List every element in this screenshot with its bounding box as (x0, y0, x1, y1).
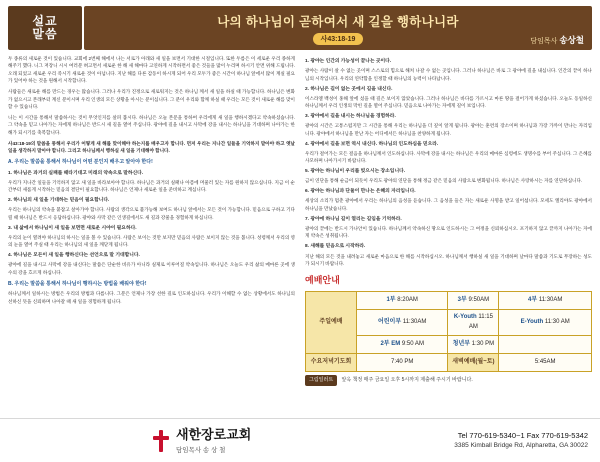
subsection-body: 이스라엘 백성이 홍해 앞에 섰을 때 길은 보이지 않았습니다. 그러나 하나님은 바다를 가르시고 마른 땅을 걸어가게 하셨습니다. 오늘도 동일하신 하나님께서 우리 인생의 막힌 길을 열어 주십니다. 믿음으로 나아가는 자에게 길이 보입니다. (305, 95, 592, 109)
service-name: 1부 (386, 296, 396, 303)
section-heading: A. 우리는 말씀을 통해서 하나님이 어떤 분인지 배우고 알아야 한다! (8, 159, 153, 166)
section-heading: B. 우리는 말씀을 통해서 하나님이 행하시는 방법을 배워야 한다! (8, 281, 147, 288)
intro-paragraph: 니는 이 시간을 통해서 말씀하시는 것이 무엇인지를 살펴 봅시다. 하나님은 오늘 본문을 통하여 우리에게 새 일을 행하시겠다고 약속하셨습니다. 그 약속을 믿고 나아가는 자에게 하나님은 반드시 새 길을 열어 주십니다. 광야에 길을 내시고 사막에 강을 내시는 하나님을 기대하며 나아가는 한 해가 되시기를 축복합니다. (8, 114, 295, 135)
schedule-note-text: 앞옥 책정 매주 금요일 오후 5시까지 제출해 주시기 바랍니다. (341, 377, 473, 384)
service-time: 11:30AM (402, 318, 427, 325)
intro-paragraph: 두 종류의 새로운 것이 있습니다. 교회에 2번째 해에서 나는 서로가 아래와 새 일을 보면서 기대한 시절입니다. 또한 두릅은 이 세로운 우리 종하게 해주기 했다. 니그 저장니 시시 여러분 혀고면서 새로운 한 해 새 해마다 고연하게 시작하면서 좋은 것들을 많이 누리며 하시기 안면 위해 드립니다. 오래 되었고 새로운 우리 즉시기 새로운 것이 아닙니다. 지난 해를 다른 감동이 하시게 되어 우리 모두가 좋은 시간이 하나님 앞에서 많이 계실 필요가 있어야 하는 것을 원해서 시작합니다. (8, 56, 295, 84)
schedule-row-label: 새벽예배(월~토) (448, 354, 499, 372)
table-row (306, 292, 592, 310)
subsection-body: 광야에 길을 내시고 사막에 강을 내신다는 말씀은 단순한 비유가 아니라 실제로 이루어질 약속입니다. 하나님은 오늘도 우리 삶의 메마른 곳에 생수의 강을 흐르게 하십니다. (8, 262, 295, 275)
right-column (305, 55, 592, 413)
subsection-body: 세상의 소리가 멈춘 광야에서 우리는 하나님의 음성을 듣습니다. 그 음성을 들은 자는 새로운 사명을 받고 일어섭니다. 모세도 엘리야도 광야에서 하나님을 만났습니다. (305, 198, 592, 211)
schedule-cell: 7:40 PM (357, 354, 448, 372)
schedule-cell (448, 336, 499, 354)
sermon-badge (8, 6, 82, 50)
subsection-heading: 1. 하나님은 과거의 실패를 때타기대고 미래의 약속으로 말하신다. (8, 170, 144, 176)
sermon-title: 나의 하나님이 곧하여서 새 길을 행하나니라 (217, 14, 459, 29)
subsection-body: 우리가 지나간 일들을 기억하지 않고 새 일을 바라보아야 합니다. 하나님은 과거의 실패나 아픔에 머물러 있는 자를 원하지 않으십니다. 지금 이 순간부터 새롭게 시작하는 믿음의 결단이 필요합니다. 하나님은 언제나 새로운 일을 준비하고 계십니다. (8, 179, 295, 193)
schedule-cell (357, 310, 448, 336)
cross-icon (152, 430, 170, 452)
contact-phone: Tel 770-619-5340~1 Fax 770-619-5342 (457, 431, 588, 440)
service-name: 어린이부 (377, 318, 402, 325)
service-name: 4부 (528, 296, 538, 303)
subsection-heading: 2. 하나님의 새 일을 기대하는 믿음이 필요합니다. (8, 198, 110, 204)
subsection-heading: 8. 새해를 믿음으로 시작하라. (305, 244, 366, 250)
section-body: 하나님께서 일하시는 방법은 우리의 방법과 다릅니다. 그분은 언제나 가장 선한 길로 인도하십니다. 우리가 이해할 수 없는 상황에서도 하나님의 선하신 뜻을 신뢰하며 나아갈 때 새 일을 경험하게 됩니다. (8, 291, 295, 304)
sermon-badge-line1: 설교 (32, 13, 58, 28)
body-columns (8, 55, 592, 413)
subsection-body: 우리가 걸어가는 모든 걸음을 하나님께서 인도하십니다. 사막에 강을 내시는 하나님은 우리의 메마른 심령에도 생명수를 부어 주십니다. 그 은혜를 사모하며 나아가시기 바랍니다. (305, 150, 592, 164)
page-footer (0, 418, 600, 462)
subsection-heading: 2. 하나님은 길이 없는 곳에서 길을 내신다. (305, 86, 393, 92)
intro-paragraph: 사43:18-19의 말씀을 통해서 우리가 어떻게 새 해를 맞이해야 하는지를 배우고자 합니다. 먼저 우리는 지나간 일들을 기억하지 말아야 하고 옛날 일을 생각하지 말아야 합니다. 그리고 하나님께서 행하실 새 일을 기대해야 합니다. (8, 140, 295, 153)
intro-paragraph: 사람들은 새로운 해를 만드는 경우는 많습니다. 그러나 우리가 진정으로 새로워지는 것은 하나님 께서 새 일을 하실 때 가능합니다. 하나님은 변화가 없으시고 본래부터 계신 분이시며 우리 인생의 모든 상황을 아시는 분이십니다. 그 분이 우리와 함께 하실 때 우리는 모든 것이 새로운 해를 맞이할 수 있습니다. (8, 89, 295, 110)
service-name: 2부 EM (380, 341, 401, 348)
service-name: K-Youth (453, 314, 477, 320)
worship-schedule (305, 273, 592, 385)
subsection-body: 우리의 눈이 열려야 하나님의 하시는 일을 볼 수 있습니다. 사람은 보이는 것만 보지만 믿음의 사람은 보이지 않는 것을 봅니다. 성령께서 우리의 영의 눈을 열어 주실 때 우리는 하나님의 새 일을 깨닫게 됩니다. (8, 234, 295, 248)
schedule-cell (499, 292, 592, 310)
subsection-heading: 3. 광야에서 길을 내시는 하나님을 경험하라. (305, 114, 396, 120)
subsection-heading: 7. 광야에 하나님 길이 열리는 길임을 기억하라. (305, 216, 402, 222)
service-time: 9:50AM (468, 296, 490, 303)
service-time: 11:15 AM (468, 314, 493, 330)
service-time: 11:30AM (538, 296, 563, 303)
schedule-row-label: 주일예배 (306, 292, 357, 354)
subsection-body: 광야의 시간은 고통스럽지만 그 시간을 통해 우리는 하나님을 더 깊이 알게 됩니다. 광야는 훈련의 장소이며 하나님과 가장 가까이 만나는 자리입니다. 광야에서 하나님을 만난 자는 어디에서든 하나님을 찬양하게 됩니다. (305, 123, 592, 136)
subsection-body: 우리는 하나님의 약속을 붙잡고 살아가야 합니다. 사람의 생각으로 불가능해 보여도 하나님 앞에서는 모든 것이 가능합니다. 믿음으로 구하고 기다릴 때 하나님은 반드시 응답하십니다. 광야와 사막 같은 인생길에서도 새 길과 강물을 경험하게 하십니다. (8, 207, 295, 220)
schedule-cell (448, 310, 499, 336)
schedule-title: 예배안내 (305, 275, 340, 286)
table-row (306, 354, 592, 372)
left-column (8, 55, 295, 413)
church-name: 새한장로교회 (176, 427, 252, 443)
schedule-cell (357, 336, 448, 354)
schedule-cell: 5:45AM (499, 354, 592, 372)
service-name: 청년부 (452, 341, 471, 348)
service-time: 1:30 PM (471, 341, 495, 348)
schedule-note-badge: 그림일러트 (305, 375, 337, 385)
preacher-label: 담임목사 (530, 37, 558, 45)
preacher-name: 송상철 (559, 34, 584, 45)
sermon-scripture: 사43:18-19 (313, 33, 364, 45)
church-contact (454, 430, 588, 451)
subsection-heading: 5. 광야는 하나님이 우리를 빚으시는 장소입니다. (305, 169, 406, 175)
service-time: 9:50 AM (401, 341, 424, 348)
church-pastor: 담임목사 송 상 철 (176, 446, 226, 454)
sermon-badge-line2: 말씀 (32, 27, 58, 41)
schedule-cell (357, 292, 448, 310)
subsection-body: 금이 연단을 통해 순금이 되듯이 우리도 광야의 연단을 통해 정금 같은 믿음의 사람으로 변화됩니다. 하나님은 사랑하시는 자를 연단하십니다. (305, 178, 583, 184)
schedule-row-label: 수요저녁기도회 (306, 354, 357, 372)
service-name: E-Youth (520, 318, 544, 325)
service-name: 3부 (457, 296, 467, 303)
subsection-heading: 6. 광야는 하나님과 단둘이 만나는 은혜의 자리입니다. (305, 189, 416, 195)
church-logo (152, 427, 251, 454)
schedule-cell (499, 336, 592, 354)
sermon-title-bar (84, 6, 592, 50)
subsection-body: 광야는 사람이 살 수 없는 곳이며 스스로의 힘으로 해쳐 나갈 수 없는 곳입니다. 그러나 하나님은 바로 그 광야에 길을 내십니다. 인간의 끝이 하나님의 시작입니다. 우리의 연약함을 인정할 때 하나님의 능력이 나타납니다. (305, 68, 592, 81)
subsection-body: 광야의 끝에는 반드시 가나안이 있습니다. 하나님께서 약속하신 땅으로 인도하시는 그 여정을 신뢰하십시오. 포기하지 않고 끝까지 나아가는 자에게 약속은 성취됩니다. (305, 226, 592, 239)
schedule-table (305, 291, 592, 372)
contact-address: 3385 Kimball Bridge Rd, Alpharetta, GA 30022 (454, 442, 588, 450)
preacher-block (530, 35, 584, 46)
service-time: 8:20AM (397, 296, 418, 303)
schedule-cell (448, 292, 499, 310)
subsection-body: 지난 해의 모든 것을 내려놓고 새로운 마음으로 한 해를 시작하십시오. 하나님께서 행하실 새 일을 기대하며 날마다 말씀과 기도로 무장하는 성도가 되시기 바랍니다. (305, 253, 592, 266)
service-time: 11:30 AM (544, 318, 570, 325)
subsection-heading: 3. 내 삶에서 하나님이 새 일을 보면면 새로운 시야이 필요하다. (8, 225, 137, 231)
subsection-heading: 1. 광야는 인간의 가능성이 끝나는 곳이다. (305, 59, 392, 64)
subsection-heading: 4. 하나님은 모든이 새 일을 행하신다는 선언으로 말 기대합니다. (8, 253, 140, 259)
schedule-cell (499, 310, 592, 336)
subsection-heading: 4. 광야에서 길을 보면 역시 내신다. 하나님의 인도하심을 믿으라. (305, 141, 439, 147)
schedule-note-row (305, 375, 592, 385)
sermon-header (8, 6, 592, 50)
